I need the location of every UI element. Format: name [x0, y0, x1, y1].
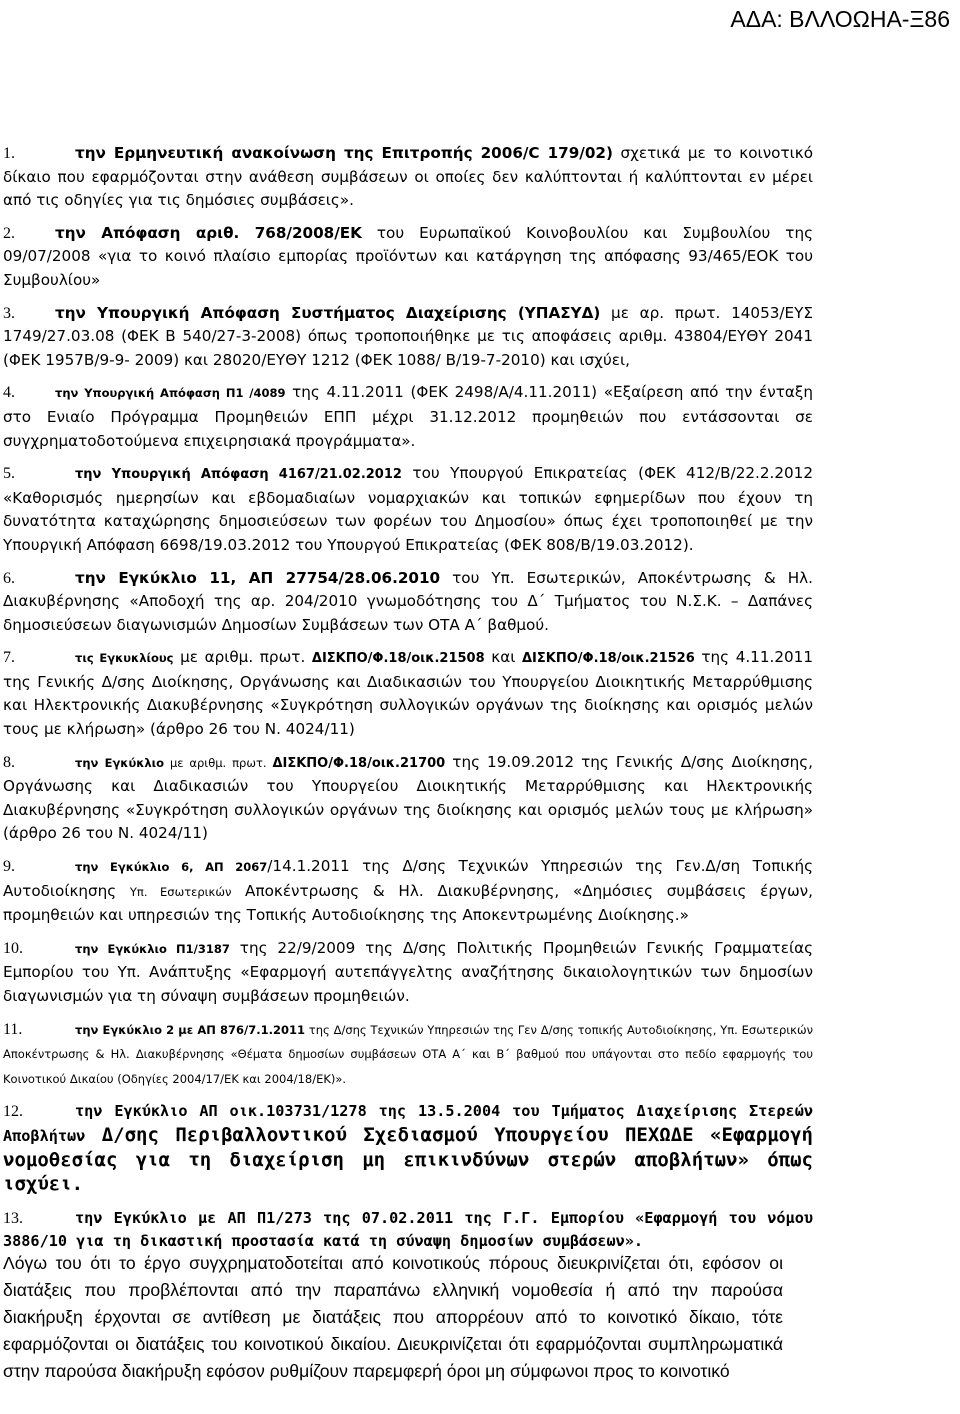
closing-paragraph: Λόγω του ότι το έργο συγχρηματοδοτείται από κοινοτικούς πόρους διευκρινίζεται ότι, εφόσον οι διατάξεις που προβλέπονται από την παραπάνω ελληνική νομοθεσία ή από την παρούσα διακήρυξη έρχονται σε αντίθεση με διατάξεις που απορρέουν από το κοινοτικό δίκαιο, τότε εφαρμόζονται οι διατάξεις του κοινοτικού δικαίου. Διευκρινίζεται ότι εφαρμόζονται συμπληρωματικά στην παρούσα διακήρυξη εφόσον ρυθμίζουν παρεμφερή όροι μη σύμφωνοι προς το κοινοτικό	[3, 1253, 783, 1381]
list-item: 5. την Υπουργική Απόφαση 4167/21.02.2012 του Υπουργού Επικρατείας (ΦΕΚ 412/Β/22.2.2012 «Καθορισμός ημερησίων και εβδομαδιαίων νομαρχιακών και τοπικών εφημερίδων που έχουν τη δυνατότητα καταχώρησης δημοσιεύσεων των φορέων του Δημοσίου» όπως έχει τροποποιηθεί με την Υπουργική Απόφαση 6698/19.03.2012 του Υπουργού Επικρατείας (ΦΕΚ 808/Β/19.03.2012).	[3, 464, 813, 554]
list-item: 13. την Εγκύκλιο με ΑΠ Π1/273 της 07.02.2011 της Γ.Γ. Εμπορίου «Εφαρμογή του νόμου 3886/10 για τη δικαστική προστασία κατά τη σύναψη δημοσίων συμβάσεων».	[3, 1208, 813, 1251]
list-item: 10. την Εγκύκλιο Π1/3187 της 22/9/2009 της Δ/σης Πολιτικής Προμηθειών Γενικής Γραμματείας Εμπορίου του Υπ. Ανάπτυξης «Εφαρμογή αυτεπάγγελτης αναζήτησης δικαιολογητικών των δημοσίων διαγωνισμών για τη σύναψη συμβάσεων προμηθειών.	[3, 938, 814, 1005]
list-item: 2. την Απόφαση αριθ. 768/2008/ΕΚ του Ευρωπαϊκού Κοινοβουλίου και Συμβουλίου της 09/07/2008 «για το κοινό πλαίσιο εμπορίας προϊόντων και κατάργηση της απόφασης 93/465/ΕΟΚ του Συμβουλίου»	[3, 223, 813, 289]
list-item: 11. την Εγκύκλιο 2 με ΑΠ 876/7.1.2011 της Δ/σης Τεχνικών Υπηρεσιών της Γεν Δ/σης τοπικής Αυτοδιοίκησης, Υπ. Εσωτερικών Αποκέντρωσης & Ηλ. Διακυβέρνησης «Θέματα δημοσίων συμβάσεων ΟΤΑ Α΄ και Β΄ βαθμού που υπάγονται στο πεδίο εφαρμογής του Κοινοτικού Δικαίου (Οδηγίες 2004/17/ΕΚ και 2004/18/ΕΚ)».	[3, 1020, 813, 1086]
list-item: 4. την Υπουργική Απόφαση Π1 /4089 της 4.11.2011 (ΦΕΚ 2498/Α/4.11.2011) «Εξαίρεση από την ένταξη στο Ενιαίο Πρόγραμμα Προμηθειών ΕΠΠ μέχρι 31.12.2012 προμηθειών που εντάσσονται σε συγχρηματοδοτούμενα επιχειρησιακά προγράμματα».	[3, 383, 813, 450]
list-item: 8. την Εγκύκλιο με αριθμ. πρωτ. ΔΙΣΚΠΟ/Φ.18/οικ.21700 της 19.09.2012 της Γενικής Δ/σης Διοίκησης, Οργάνωσης και Διαδικασιών του Υπουργείου Διοικητικής Μεταρρύθμισης και Ηλεκτρονικής Διακυβέρνησης «Συγκρότηση συλλογικών οργάνων της διοίκησης και ορισμός μελών τους με κλήρωση» (άρθρο 26 του Ν. 4024/11)	[3, 752, 813, 843]
list-item: 12. την Εγκύκλιο ΑΠ οικ.103731/1278 της 13.5.2004 του Τμήματος Διαχείρισης Στερεών Αποβλήτων Δ/σης Περιβαλλοντικού Σχεδιασμού Υπουργείου ΠΕΧΩΔΕ «Εφαρμογή νομοθεσίας για τη διαχείριση μη επικινδύνων στερών αποβλήτων» όπως ισχύει.	[3, 1102, 813, 1196]
list-item: 9. την Εγκύκλιο 6, ΑΠ 2067/14.1.2011 της Δ/σης Τεχνικών Υπηρεσιών της Γεν.Δ/ση Τοπικής Αυτοδιοίκησης Υπ. Εσωτερικών Αποκέντρωσης & Ηλ. Διακυβέρνησης, «Δημόσιες συμβάσεις έργων, προμηθειών και υπηρεσιών της Τοπικής Αυτοδιοίκησης της Αποκεντρωμένης Διοίκησης.»	[3, 857, 813, 925]
list-item: 6. την Εγκύκλιο 11, ΑΠ 27754/28.06.2010 του Υπ. Εσωτερικών, Αποκέντρωσης & Ηλ. Διακυβέρνησης «Αποδοχή της αρ. 204/2010 γνωμοδότησης του Δ΄ Τμήματος του Ν.Σ.Κ. – Δαπάνες δημοσιεύσεων διαγωνισμών Δημοσίων Συμβάσεων των ΟΤΑ Α΄ βαθμού.	[3, 568, 813, 634]
ada-code: ΑΔΑ: ΒΛΛΟΩΗΑ-Ξ86	[730, 6, 950, 32]
list-item: 7. τις Εγκυκλίους με αριθμ. πρωτ. ΔΙΣΚΠΟ/Φ.18/οικ.21508 και ΔΙΣΚΠΟ/Φ.18/οικ.21526 της 4.11.2011 της Γενικής Δ/σης Διοίκησης, Οργάνωσης και Διαδικασιών του Υπουργείου Διοικητικής Μεταρρύθμισης και Ηλεκτρονικής Διακυβέρνησης «Συγκρότηση συλλογικών οργάνων της διοίκησης και ορισμός μελών τους με κλήρωση» (άρθρο 26 του Ν. 4024/11)	[3, 648, 813, 739]
list-item: 3. την Υπουργική Απόφαση Συστήματος Διαχείρισης (ΥΠΑΣΥΔ) με αρ. πρωτ. 14053/ΕΥΣ 1749/27.03.08 (ΦΕΚ Β 540/27-3-2008) όπως τροποποιήθηκε με τις αποφάσεις αριθμ. 43804/ΕΥΘΥ 2041 (ΦΕΚ 1957Β/9-9- 2009) και 28020/ΕΥΘΥ 1212 (ΦΕΚ 1088/ Β/19-7-2010) και ισχύει,	[3, 303, 813, 369]
legal-basis-list	[3, 142, 813, 1263]
list-item: 1. την Ερμηνευτική ανακοίνωση της Επιτροπής 2006/C 179/02) σχετικά με το κοινοτικό δίκαιο που εφαρμόζονται στην ανάθεση συμβάσεων οι οποίες δεν καλύπτονται ή καλύπτονται εν μέρει από τις οδηγίες για τις δημόσιες συμβάσεις».	[3, 144, 813, 210]
